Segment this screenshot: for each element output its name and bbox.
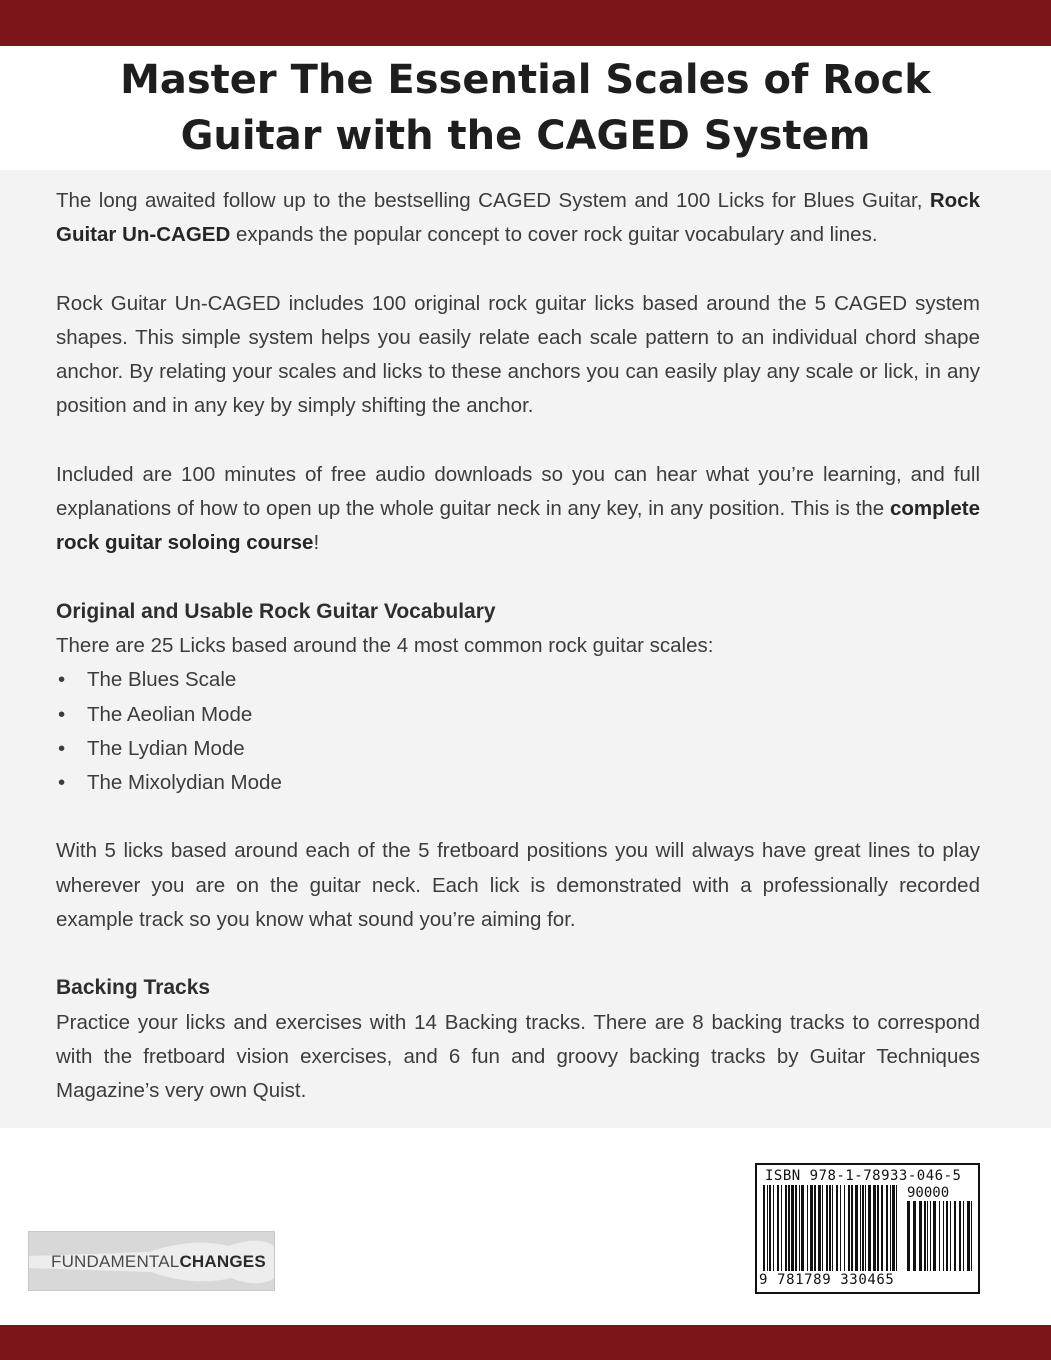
positions-paragraph: With 5 licks based around each of the 5 fretboard positions you will always have great lines to play wherever you are on the guitar neck. Each lick is demonstrated with a professionally recorded example track so you know what sound you’re aiming for. [56,839,980,932]
vocabulary-lead: There are 25 Licks based around the 4 most common rock guitar scales: [56,633,714,657]
logo-text-bold: CHANGES [179,1252,266,1271]
barcode-bars [763,1185,975,1271]
list-item: • The Aeolian Mode [56,698,980,732]
audio-paragraph: Included are 100 minutes of free audio downloads so you can hear what you’re learning, and full explanations of how to open up the whole guitar neck in any key, in any position. This is the complete rock guitar soloing course! [56,462,980,555]
book-description [56,184,980,1109]
caged-paragraph: Rock Guitar Un-CAGED includes 100 original rock guitar licks based around the 5 CAGED system shapes. This simple system helps you easily relate each scale pattern to an individual chord shape anchor. By relating your scales and licks to these anchors you can easily play any scale or lick, in any position and in any key by simply shifting the anchor. [56,291,980,418]
list-item: • The Mixolydian Mode [56,766,980,800]
top-color-band [0,0,1051,46]
backing-tracks-heading: Backing Tracks [56,976,211,1000]
backing-tracks-paragraph: Practice your licks and exercises with 14 Backing tracks. There are 8 backing tracks to correspond with the fretboard vision exercises, and 6 fun and groovy backing tracks by Guitar Techniques Magazine’s very own Quist. [56,1010,980,1103]
isbn-number: ISBN 978-1-78933-046-5 [765,1168,962,1184]
list-item: • The Lydian Mode [56,732,980,766]
title-line-1: Master The Essential Scales of Rock [120,57,931,103]
title-line-2: Guitar with the CAGED System [180,113,871,159]
publisher-logo [28,1231,275,1291]
bottom-color-band [0,1325,1051,1360]
ean-number: 9 781789 330465 [759,1272,895,1288]
intro-paragraph: The long awaited follow up to the bestselling CAGED System and 100 Licks for Blues Guitar, Rock Guitar Un-CAGED expands the popular concept to cover rock guitar vocabulary and lines. [56,189,980,247]
course-emphasis: complete rock guitar soloing course [56,497,980,555]
page-title [0,52,1051,170]
isbn-barcode [755,1163,980,1294]
vocabulary-heading: Original and Usable Rock Guitar Vocabulary [56,599,496,623]
logo-text-light: FUNDAMENTAL [51,1252,180,1271]
scale-list [56,663,980,800]
book-title-emphasis: Rock Guitar Un-CAGED [56,189,980,247]
list-item: • The Blues Scale [56,663,980,697]
barcode-addon-number: 90000 [907,1185,950,1201]
